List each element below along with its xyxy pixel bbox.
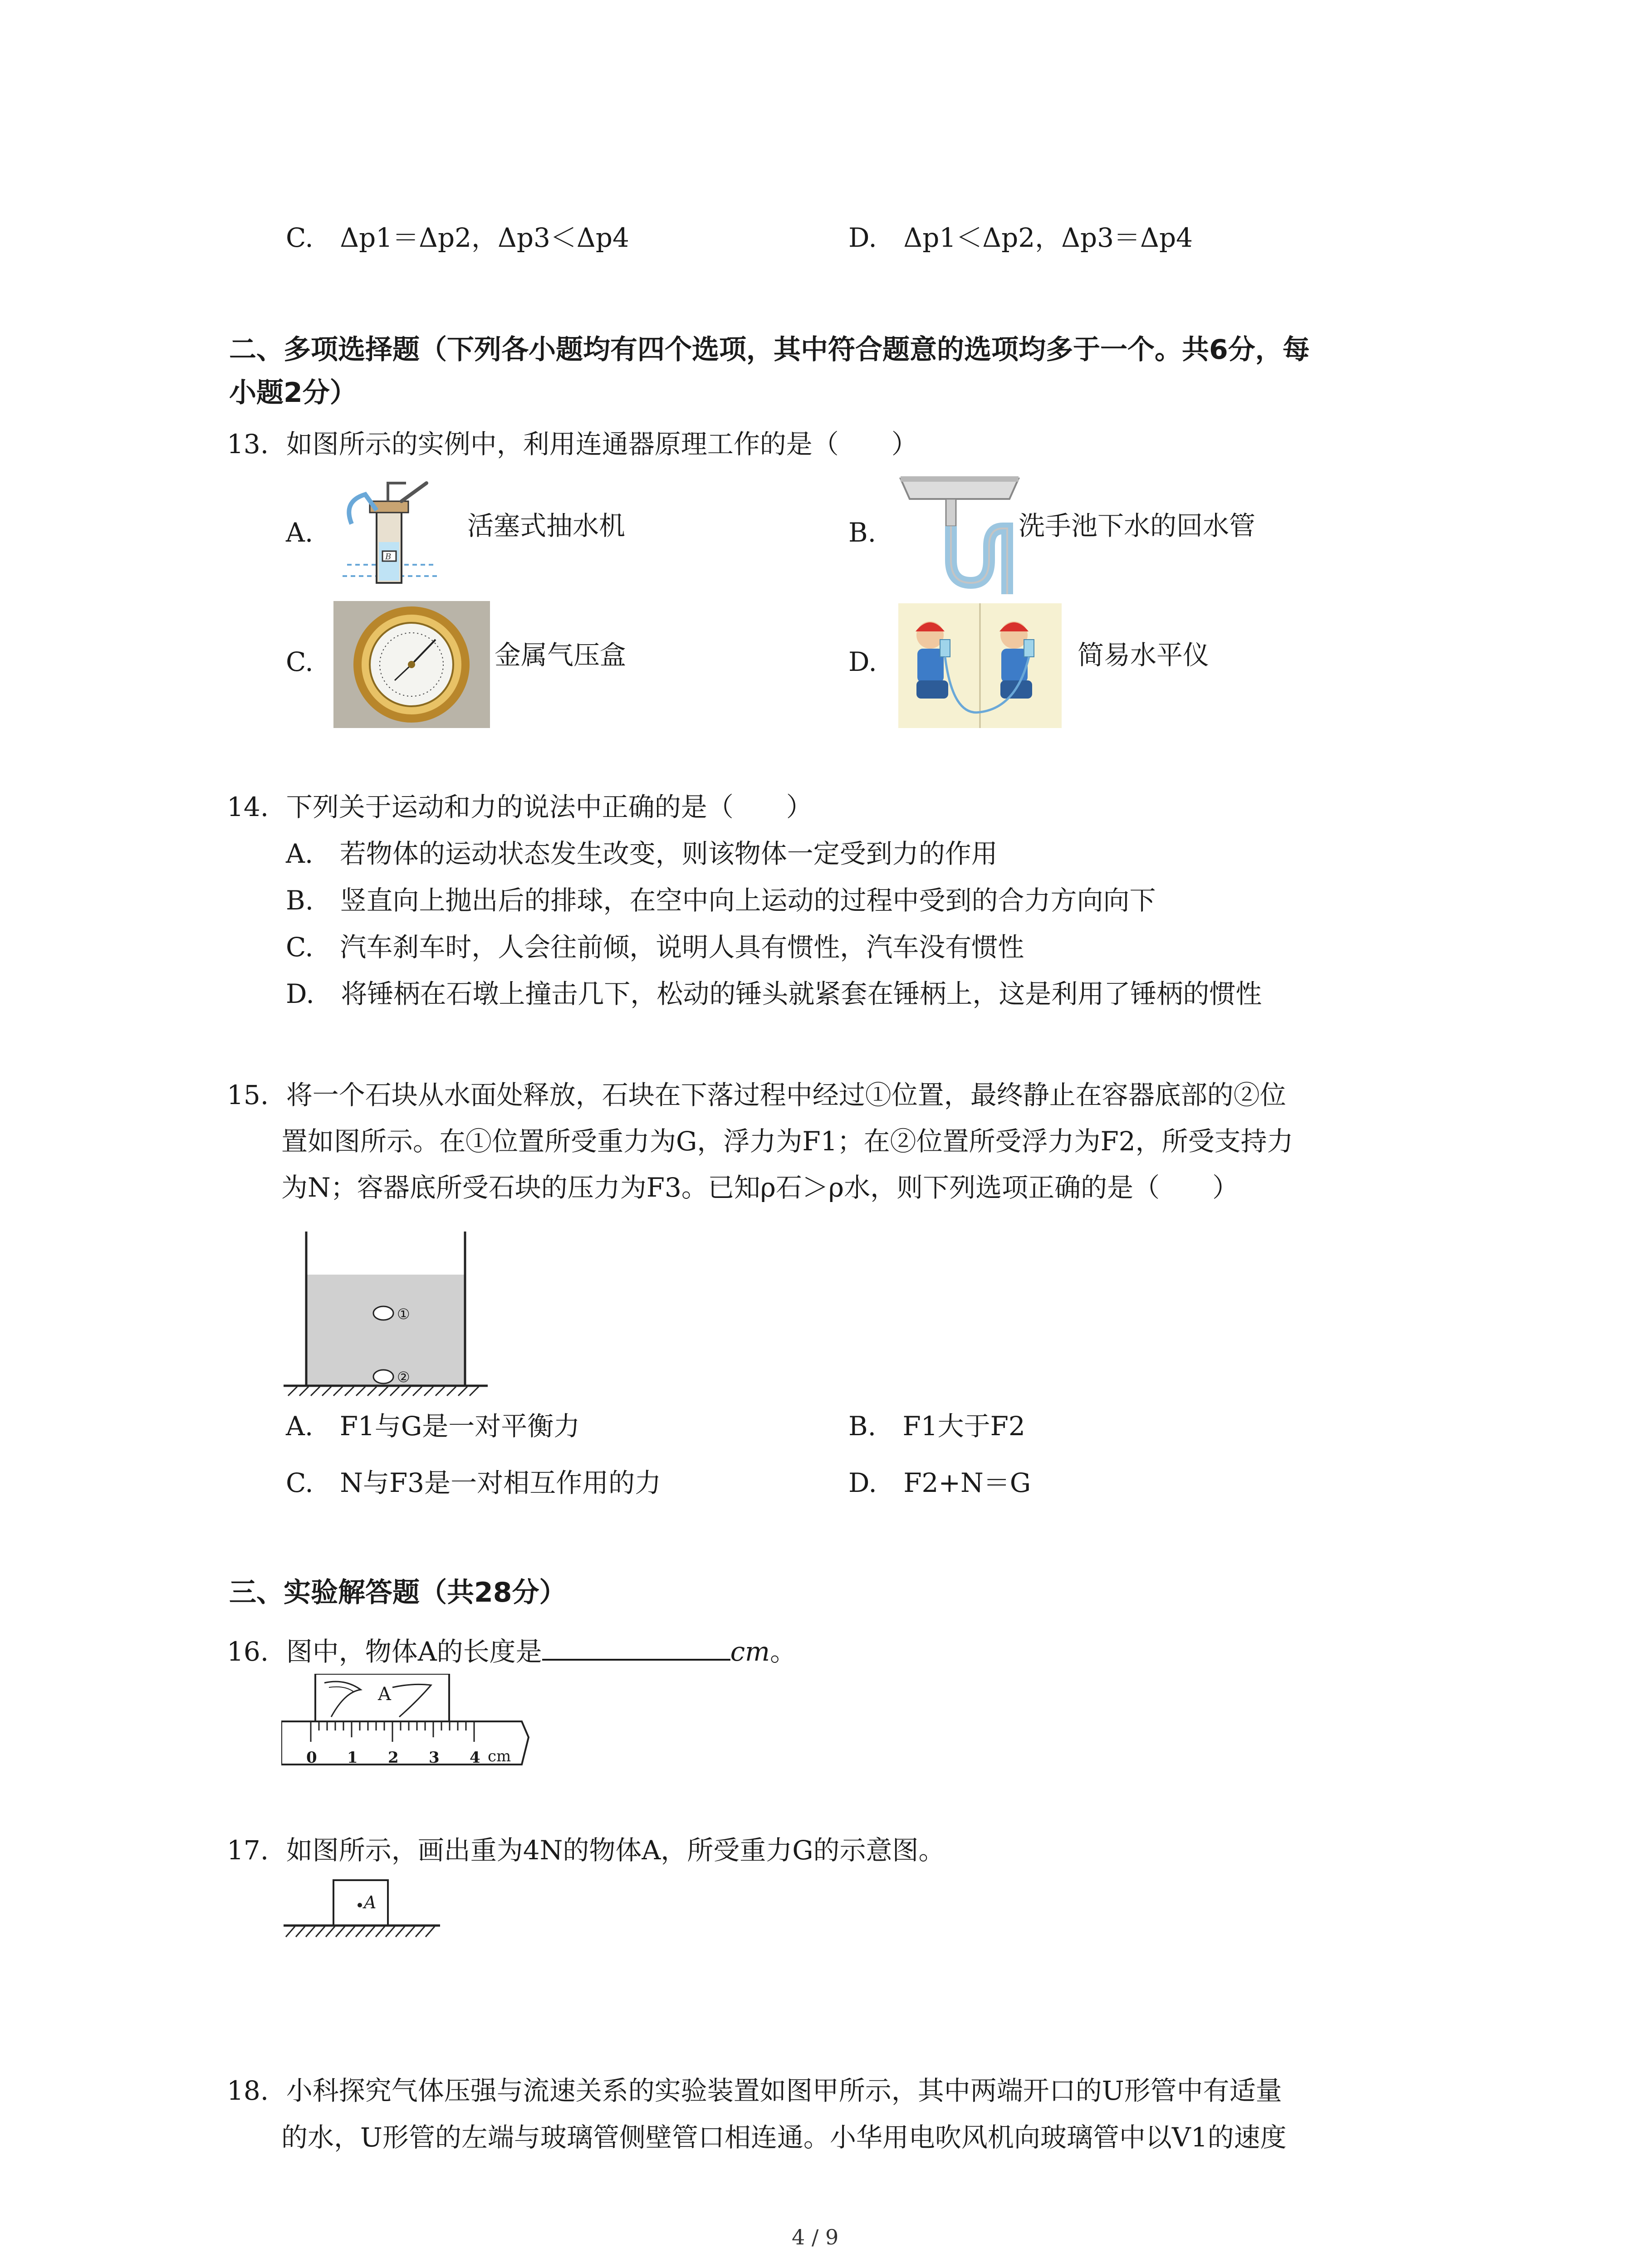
q14-option-b: B. 竖直向上抛出后的排球，在空中向上运动的过程中受到的合力方向向下 [286, 885, 1156, 916]
q15-option-d: D. F2+N＝G [848, 1467, 1031, 1498]
question-15-line2: 置如图所示。在①位置所受重力为G，浮力为F1；在②位置所受浮力为F2，所受支持力 [281, 1126, 1293, 1157]
option-label: C. [286, 222, 314, 253]
question-14-stem: 14. 下列关于运动和力的说法中正确的是（ ） [227, 792, 813, 822]
block-a [333, 1880, 388, 1926]
section-heading-experiment: 三、实验解答题（共28分） [229, 1577, 567, 1608]
block-label: A [364, 1892, 377, 1912]
ruler-tick-2: 2 [388, 1749, 399, 1767]
q14-option-d: D. 将锤柄在石墩上撞击几下，松动的锤头就紧套在锤柄上，这是利用了锤柄的惯性 [286, 978, 1262, 1009]
q13-option-c-text: 金属气压盒 [495, 640, 627, 670]
section-heading-multi-choice-cont: 小题2分） [229, 377, 357, 409]
svg-text:B: B [385, 552, 392, 562]
water-level-icon [898, 603, 1062, 728]
q14-option-c: C. 汽车刹车时，人会往前倾，说明人具有惯性，汽车没有惯性 [286, 932, 1024, 963]
q14-option-a: A. 若物体的运动状态发生改变，则该物体一定受到力的作用 [286, 838, 998, 869]
ruler-tick-4: 4 [470, 1749, 480, 1767]
question-number: 14. [227, 792, 269, 822]
option-text: Δp1＝Δp2，Δp3＜Δp4 [340, 222, 629, 253]
question-17-stem: 17. 如图所示，画出重为4N的物体A，所受重力G的示意图。 [227, 1835, 945, 1866]
question-18-line1: 18. 小科探究气体压强与流速关系的实验装置如图甲所示，其中两端开口的U形管中有适量 [227, 2075, 1282, 2106]
q13-option-b-label: B. [848, 517, 877, 548]
ruler-tick-0: 0 [306, 1749, 317, 1767]
question-13-stem: 13. 如图所示的实例中，利用连通器原理工作的是（ ） [227, 429, 918, 459]
q12-option-d [848, 222, 1193, 254]
q12-option-c [286, 222, 629, 254]
question-15-line1: 15. 将一个石块从水面处释放，石块在下落过程中经过①位置，最终静止在容器底部的②位 [227, 1080, 1286, 1110]
block-on-ground-figure [284, 1876, 440, 1944]
q13-option-a-label: A. [286, 517, 314, 548]
barometer-icon [333, 601, 490, 728]
question-number: 18. [227, 2075, 269, 2106]
page-number: 4 / 9 [792, 2225, 839, 2249]
q13-option-b-text: 洗手池下水的回水管 [1019, 510, 1256, 541]
q15-option-c: C. N与F3是一对相互作用的力 [286, 1467, 661, 1498]
fig-mark-1: ① [397, 1305, 410, 1323]
sink-trap-icon [898, 474, 1021, 594]
option-text: Δp1＜Δp2，Δp3＝Δp4 [903, 222, 1193, 253]
question-16-stem: 16. 图中，物体A的长度是 cm。 [227, 1636, 797, 1667]
ruler-unit: cm [488, 1747, 511, 1765]
question-15-line3: 为N；容器底所受石块的压力为F3。已知ρ石＞ρ水，则下列选项正确的是（ ） [281, 1172, 1239, 1203]
q13-option-c-label: C. [286, 646, 314, 677]
q15-option-b: B. F1大于F2 [848, 1411, 1025, 1442]
answer-blank[interactable] [542, 1635, 730, 1661]
ruler-tick-1: 1 [347, 1749, 358, 1767]
q15-option-a: A. F1与G是一对平衡力 [286, 1411, 580, 1442]
q13-option-d-label: D. [848, 646, 877, 677]
fig-mark-2: ② [397, 1369, 410, 1386]
q13-option-d-text: 简易水平仪 [1078, 640, 1210, 670]
option-label: D. [848, 222, 877, 253]
ruler-tick-3: 3 [429, 1749, 440, 1767]
question-number: 16. [227, 1636, 269, 1667]
q13-option-a-text: 活塞式抽水机 [467, 510, 626, 541]
ruler-object-label: A [378, 1684, 391, 1705]
question-number: 17. [227, 1835, 269, 1866]
section-heading-multi-choice: 二、多项选择题（下列各小题均有四个选项，其中符合题意的选项均多于一个。共6分，每 [229, 334, 1310, 366]
question-number: 15. [227, 1080, 269, 1110]
container-figure [284, 1232, 488, 1399]
piston-pump-icon [333, 474, 442, 594]
question-number: 13. [227, 429, 269, 459]
stone-position-1 [373, 1306, 393, 1320]
stone-position-2 [373, 1370, 393, 1383]
question-18-line2: 的水，U形管的左端与玻璃管侧壁管口相连通。小华用电吹风机向玻璃管中以V1的速度 [281, 2122, 1287, 2153]
